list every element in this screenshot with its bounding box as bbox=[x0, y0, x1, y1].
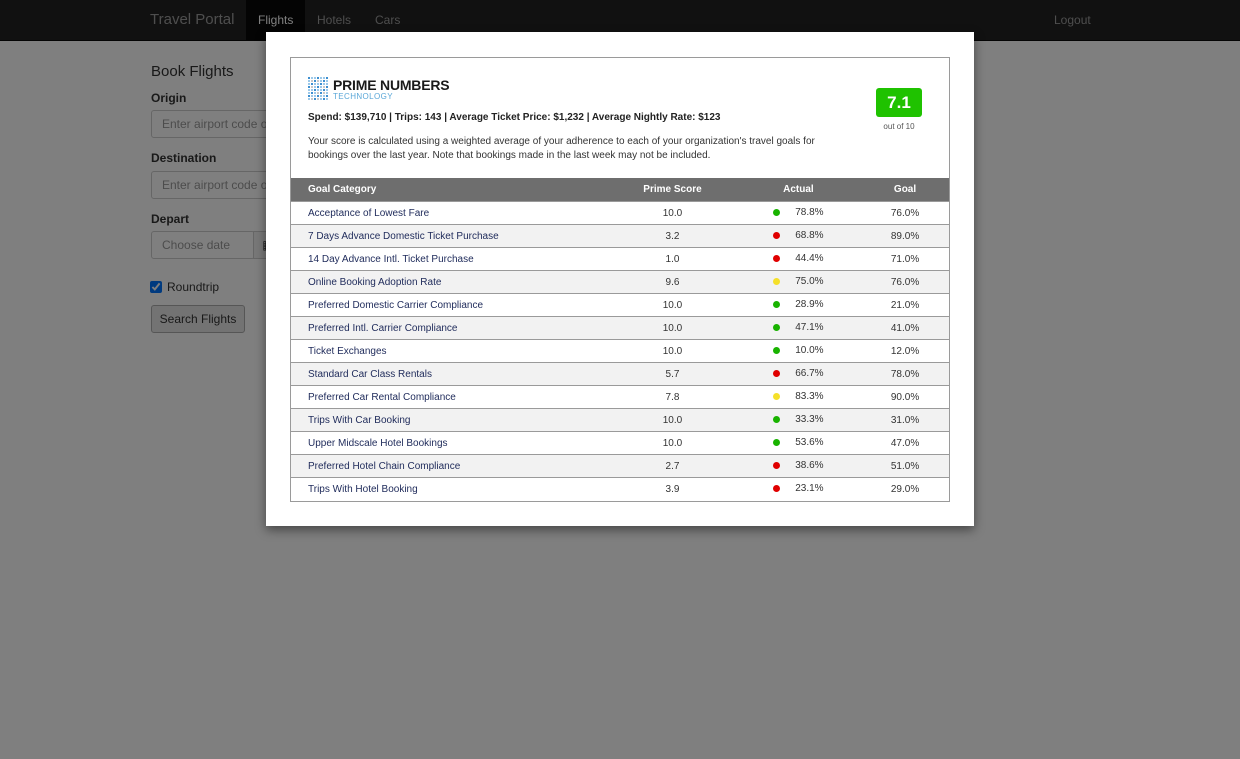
header-goal: Goal bbox=[861, 178, 949, 202]
actual-cell bbox=[736, 478, 861, 501]
actual-value: 78.8% bbox=[795, 207, 824, 218]
actual-value: 68.8% bbox=[795, 230, 824, 241]
header-actual: Actual bbox=[736, 178, 861, 202]
goal-category-cell: Preferred Car Rental Compliance bbox=[291, 386, 609, 409]
table-row bbox=[291, 340, 949, 363]
goal-cell: 47.0% bbox=[861, 432, 949, 455]
status-dot-icon bbox=[773, 439, 780, 446]
goal-category-cell: Standard Car Class Rentals bbox=[291, 363, 609, 386]
goal-cell: 21.0% bbox=[861, 294, 949, 317]
goal-category-cell: Trips With Car Booking bbox=[291, 409, 609, 432]
prime-score-cell: 7.8 bbox=[609, 386, 736, 409]
prime-score-cell: 10.0 bbox=[609, 317, 736, 340]
goal-cell: 76.0% bbox=[861, 202, 949, 225]
prime-score-cell: 5.7 bbox=[609, 363, 736, 386]
score-description: Your score is calculated using a weighted average of your adherence to each of your organization's travel goals for bookings over the last year. Note that bookings made in the last week may not be included. bbox=[308, 136, 815, 161]
table-row bbox=[291, 432, 949, 455]
status-dot-icon bbox=[773, 416, 780, 423]
goal-category-cell: Online Booking Adoption Rate bbox=[291, 271, 609, 294]
table-row bbox=[291, 202, 949, 225]
actual-value: 23.1% bbox=[795, 483, 824, 494]
goal-cell: 76.0% bbox=[861, 271, 949, 294]
table-row bbox=[291, 363, 949, 386]
actual-cell bbox=[736, 317, 861, 340]
status-dot-icon bbox=[773, 462, 780, 469]
prime-score-cell: 10.0 bbox=[609, 202, 736, 225]
table-row bbox=[291, 386, 949, 409]
actual-value: 53.6% bbox=[795, 437, 824, 448]
actual-value: 33.3% bbox=[795, 414, 824, 425]
actual-cell bbox=[736, 455, 861, 478]
status-dot-icon bbox=[773, 232, 780, 239]
goal-category-cell: Upper Midscale Hotel Bookings bbox=[291, 432, 609, 455]
score-caption: out of 10 bbox=[883, 122, 915, 131]
goal-category-cell: Acceptance of Lowest Fare bbox=[291, 202, 609, 225]
goal-category-cell: Ticket Exchanges bbox=[291, 340, 609, 363]
table-row bbox=[291, 478, 949, 501]
actual-cell bbox=[736, 271, 861, 294]
actual-cell bbox=[736, 432, 861, 455]
actual-cell bbox=[736, 340, 861, 363]
goal-category-cell: Preferred Hotel Chain Compliance bbox=[291, 455, 609, 478]
table-row bbox=[291, 271, 949, 294]
actual-value: 83.3% bbox=[795, 391, 824, 402]
goals-table bbox=[291, 178, 949, 500]
overall-score-badge: 7.1 bbox=[876, 88, 922, 117]
table-row bbox=[291, 409, 949, 432]
spend-summary: Spend: $139,710 | Trips: 143 | Average Ticket Price: $1,232 | Average Nightly Rate: $123 bbox=[308, 112, 721, 123]
actual-cell bbox=[736, 202, 861, 225]
prime-score-cell: 3.2 bbox=[609, 225, 736, 248]
prime-score-cell: 10.0 bbox=[609, 432, 736, 455]
actual-cell bbox=[736, 294, 861, 317]
prime-score-cell: 2.7 bbox=[609, 455, 736, 478]
actual-cell bbox=[736, 363, 861, 386]
prime-score-cell: 10.0 bbox=[609, 409, 736, 432]
goal-cell: 41.0% bbox=[861, 317, 949, 340]
actual-value: 28.9% bbox=[795, 299, 824, 310]
status-dot-icon bbox=[773, 255, 780, 262]
status-dot-icon bbox=[773, 370, 780, 377]
status-dot-icon bbox=[773, 485, 780, 492]
actual-value: 66.7% bbox=[795, 368, 824, 379]
company-logo bbox=[308, 77, 468, 103]
logo-grid-icon bbox=[308, 77, 330, 101]
actual-value: 44.4% bbox=[795, 253, 824, 264]
prime-score-cell: 3.9 bbox=[609, 478, 736, 501]
goal-cell: 89.0% bbox=[861, 225, 949, 248]
goal-category-cell: 14 Day Advance Intl. Ticket Purchase bbox=[291, 248, 609, 271]
status-dot-icon bbox=[773, 301, 780, 308]
table-row bbox=[291, 294, 949, 317]
goal-category-cell: Preferred Intl. Carrier Compliance bbox=[291, 317, 609, 340]
logo-name: PRIME NUMBERS bbox=[333, 77, 450, 93]
status-dot-icon bbox=[773, 209, 780, 216]
actual-value: 47.1% bbox=[795, 322, 824, 333]
goal-cell: 31.0% bbox=[861, 409, 949, 432]
prime-score-cell: 1.0 bbox=[609, 248, 736, 271]
prime-score-cell: 9.6 bbox=[609, 271, 736, 294]
table-header-row bbox=[291, 178, 949, 202]
goal-cell: 12.0% bbox=[861, 340, 949, 363]
goal-cell: 90.0% bbox=[861, 386, 949, 409]
prime-score-cell: 10.0 bbox=[609, 340, 736, 363]
logo-subtitle: TECHNOLOGY bbox=[333, 92, 394, 101]
table-row bbox=[291, 317, 949, 340]
header-goal-category: Goal Category bbox=[291, 178, 609, 202]
actual-value: 10.0% bbox=[795, 345, 824, 356]
goal-category-cell: 7 Days Advance Domestic Ticket Purchase bbox=[291, 225, 609, 248]
status-dot-icon bbox=[773, 278, 780, 285]
goal-cell: 71.0% bbox=[861, 248, 949, 271]
actual-cell bbox=[736, 225, 861, 248]
header-prime-score: Prime Score bbox=[609, 178, 736, 202]
table-row bbox=[291, 455, 949, 478]
table-row bbox=[291, 248, 949, 271]
prime-score-cell: 10.0 bbox=[609, 294, 736, 317]
score-report-card bbox=[290, 57, 950, 502]
goal-category-cell: Preferred Domestic Carrier Compliance bbox=[291, 294, 609, 317]
goal-cell: 51.0% bbox=[861, 455, 949, 478]
actual-value: 75.0% bbox=[795, 276, 824, 287]
table-row bbox=[291, 225, 949, 248]
status-dot-icon bbox=[773, 393, 780, 400]
actual-cell bbox=[736, 248, 861, 271]
goal-cell: 78.0% bbox=[861, 363, 949, 386]
score-report-modal bbox=[266, 32, 974, 526]
actual-cell bbox=[736, 386, 861, 409]
actual-cell bbox=[736, 409, 861, 432]
goal-category-cell: Trips With Hotel Booking bbox=[291, 478, 609, 501]
status-dot-icon bbox=[773, 347, 780, 354]
goal-cell: 29.0% bbox=[861, 478, 949, 501]
status-dot-icon bbox=[773, 324, 780, 331]
actual-value: 38.6% bbox=[795, 460, 824, 471]
